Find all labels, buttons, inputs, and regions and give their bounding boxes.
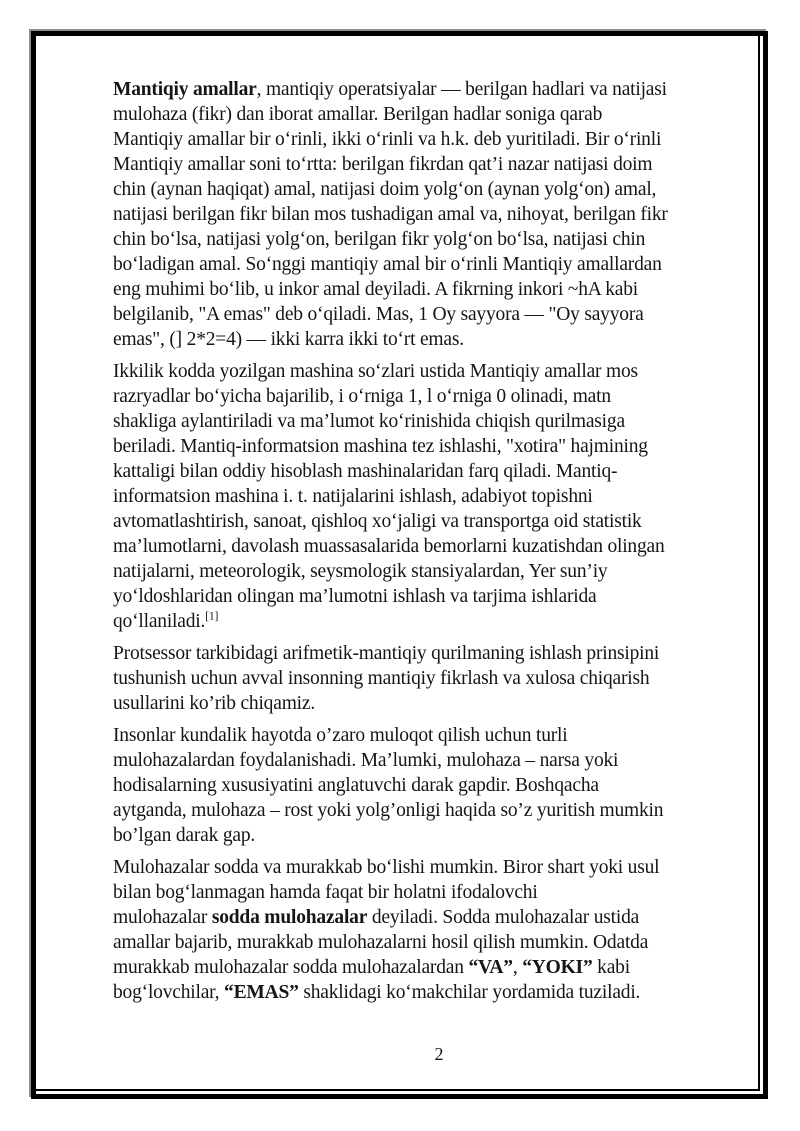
text-segment: shakliga aylantiriladi va ma’lumot ko‘rinishida chiqish qurilmasiga [113,411,625,432]
text-segment: chin bo‘lsa, natijasi yolg‘on, berilgan fikr yolg‘on bo‘lsa, natijasi chin [113,229,646,250]
text-segment: shaklidagi ko‘makchilar yordamida tuziladi. [298,982,641,1003]
text-segment: Mulohazalar sodda va murakkab bo‘lishi mumkin. Biror shart yoki usul [113,857,660,878]
bold-term: “YOKI” [522,957,593,978]
text-segment: yo‘ldoshlaridan olingan ma’lumotni ishlash va tarjima ishlarida [113,586,597,607]
paragraph-1 [113,77,765,352]
text-segment: mulohaza (fikr) dan iborat amallar. Berilgan hadlar soniga qarab [113,104,603,125]
text-segment: bo’lgan darak gap. [113,825,256,846]
paragraph-5 [113,855,765,1005]
text-segment: chin (aynan haqiqat) amal, natijasi doim yolg‘on (aynan yolg‘on) amal, [113,179,657,200]
page-number: 2 [434,1044,444,1064]
bold-term: Mantiqiy amallar [113,79,257,100]
text-segment: kattaligi bilan oddiy hisoblash mashinalaridan farq qiladi. Mantiq- [113,461,618,482]
text-segment: natijasi berilgan fikr bilan mos tushadigan amal va, nihoyat, berilgan fikr [113,204,668,225]
page-frame [31,31,768,1099]
text-segment: mulohazalardan foydalanishadi. Ma’lumki, mulohaza – narsa yoki [113,750,619,771]
text-segment: murakkab mulohazalar sodda mulohazalardan [113,957,469,978]
text-segment: mulohazalar [113,907,212,928]
text-segment: belgilanib, "A emas" deb o‘qiladi. Mas, 1 Oy sayyora — "Oy sayyora [113,304,644,325]
text-segment: bog‘lovchilar, [113,982,225,1003]
text-segment: Insonlar kundalik hayotda o’zaro muloqot qilish uchun turli [113,725,568,746]
text-segment: natijalarni, meteorologik, seysmologik stansiyalardan, Yer sun’iy [113,561,608,582]
text-segment: Mantiqiy amallar soni to‘rtta: berilgan fikrdan qat’i nazar natijasi doim [113,154,653,175]
text-segment: qo‘llaniladi. [113,611,206,632]
text-segment: amallar bajarib, murakkab mulohazalarni hosil qilish mumkin. Odatda [113,932,649,953]
text-segment: Protsessor tarkibidagi arifmetik-mantiqiy qurilmaning ishlash prinsipini [113,643,660,664]
paragraph-4 [113,723,765,848]
text-segment: ma’lumotlarni, davolash muassasalarida bemorlarni kuzatishdan olingan [113,536,665,557]
text-segment: usullarini ko’rib chiqamiz. [113,693,316,714]
text-segment: informatsion mashina i. t. natijalarini ishlash, adabiyot topishni [113,486,593,507]
text-segment: tushunish uchun avval insonning mantiqiy fikrlash va xulosa chiqarish [113,668,650,689]
text-segment: emas", (] 2*2=4) — ikki karra ikki to‘rt emas. [113,329,464,350]
text-segment: beriladi. Mantiq-informatsion mashina tez ishlashi, "xotira" hajmining [113,436,648,457]
bold-term: “VA” [468,957,513,978]
text-segment: Ikkilik kodda yozilgan mashina so‘zlari ustida Mantiqiy amallar mos [113,361,638,382]
text-segment: , mantiqiy operatsiyalar — berilgan hadlari va natijasi [256,79,667,100]
footnote-reference: [1] [205,609,219,623]
text-segment: kabi [592,957,630,978]
text-segment: eng muhimi bo‘lib, u inkor amal deyiladi. A fikrning inkori ~hA kabi [113,279,639,300]
paragraph-3 [113,641,765,716]
paragraph-2 [113,359,765,634]
text-segment: aytganda, mulohaza – rost yoki yolg’onligi haqida so’z yuritish mumkin [113,800,664,821]
text-segment: Mantiqiy amallar bir o‘rinli, ikki o‘rinli va h.k. deb yuritiladi. Bir o‘rinli [113,129,662,150]
text-segment: hodisalarning xususiyatini anglatuvchi darak gapdir. Boshqacha [113,775,599,796]
text-segment: deyiladi. Sodda mulohazalar ustida [367,907,640,928]
text-segment: , [512,957,523,978]
document-body [113,77,765,1012]
bold-term: “EMAS” [224,982,299,1003]
text-segment: razryadlar bo‘yicha bajarilib, i o‘rniga 1, l o‘rniga 0 olinadi, matn [113,386,611,407]
text-segment: bo‘ladigan amal. So‘nggi mantiqiy amal bir o‘rinli Mantiqiy amallardan [113,254,662,275]
text-segment: avtomatlashtirish, sanoat, qishloq xo‘jaligi va transportga oid statistik [113,511,642,532]
text-segment: bilan bog‘lanmagan hamda faqat bir holatni ifodalovchi [113,882,538,903]
bold-term: sodda mulohazalar [211,907,368,928]
